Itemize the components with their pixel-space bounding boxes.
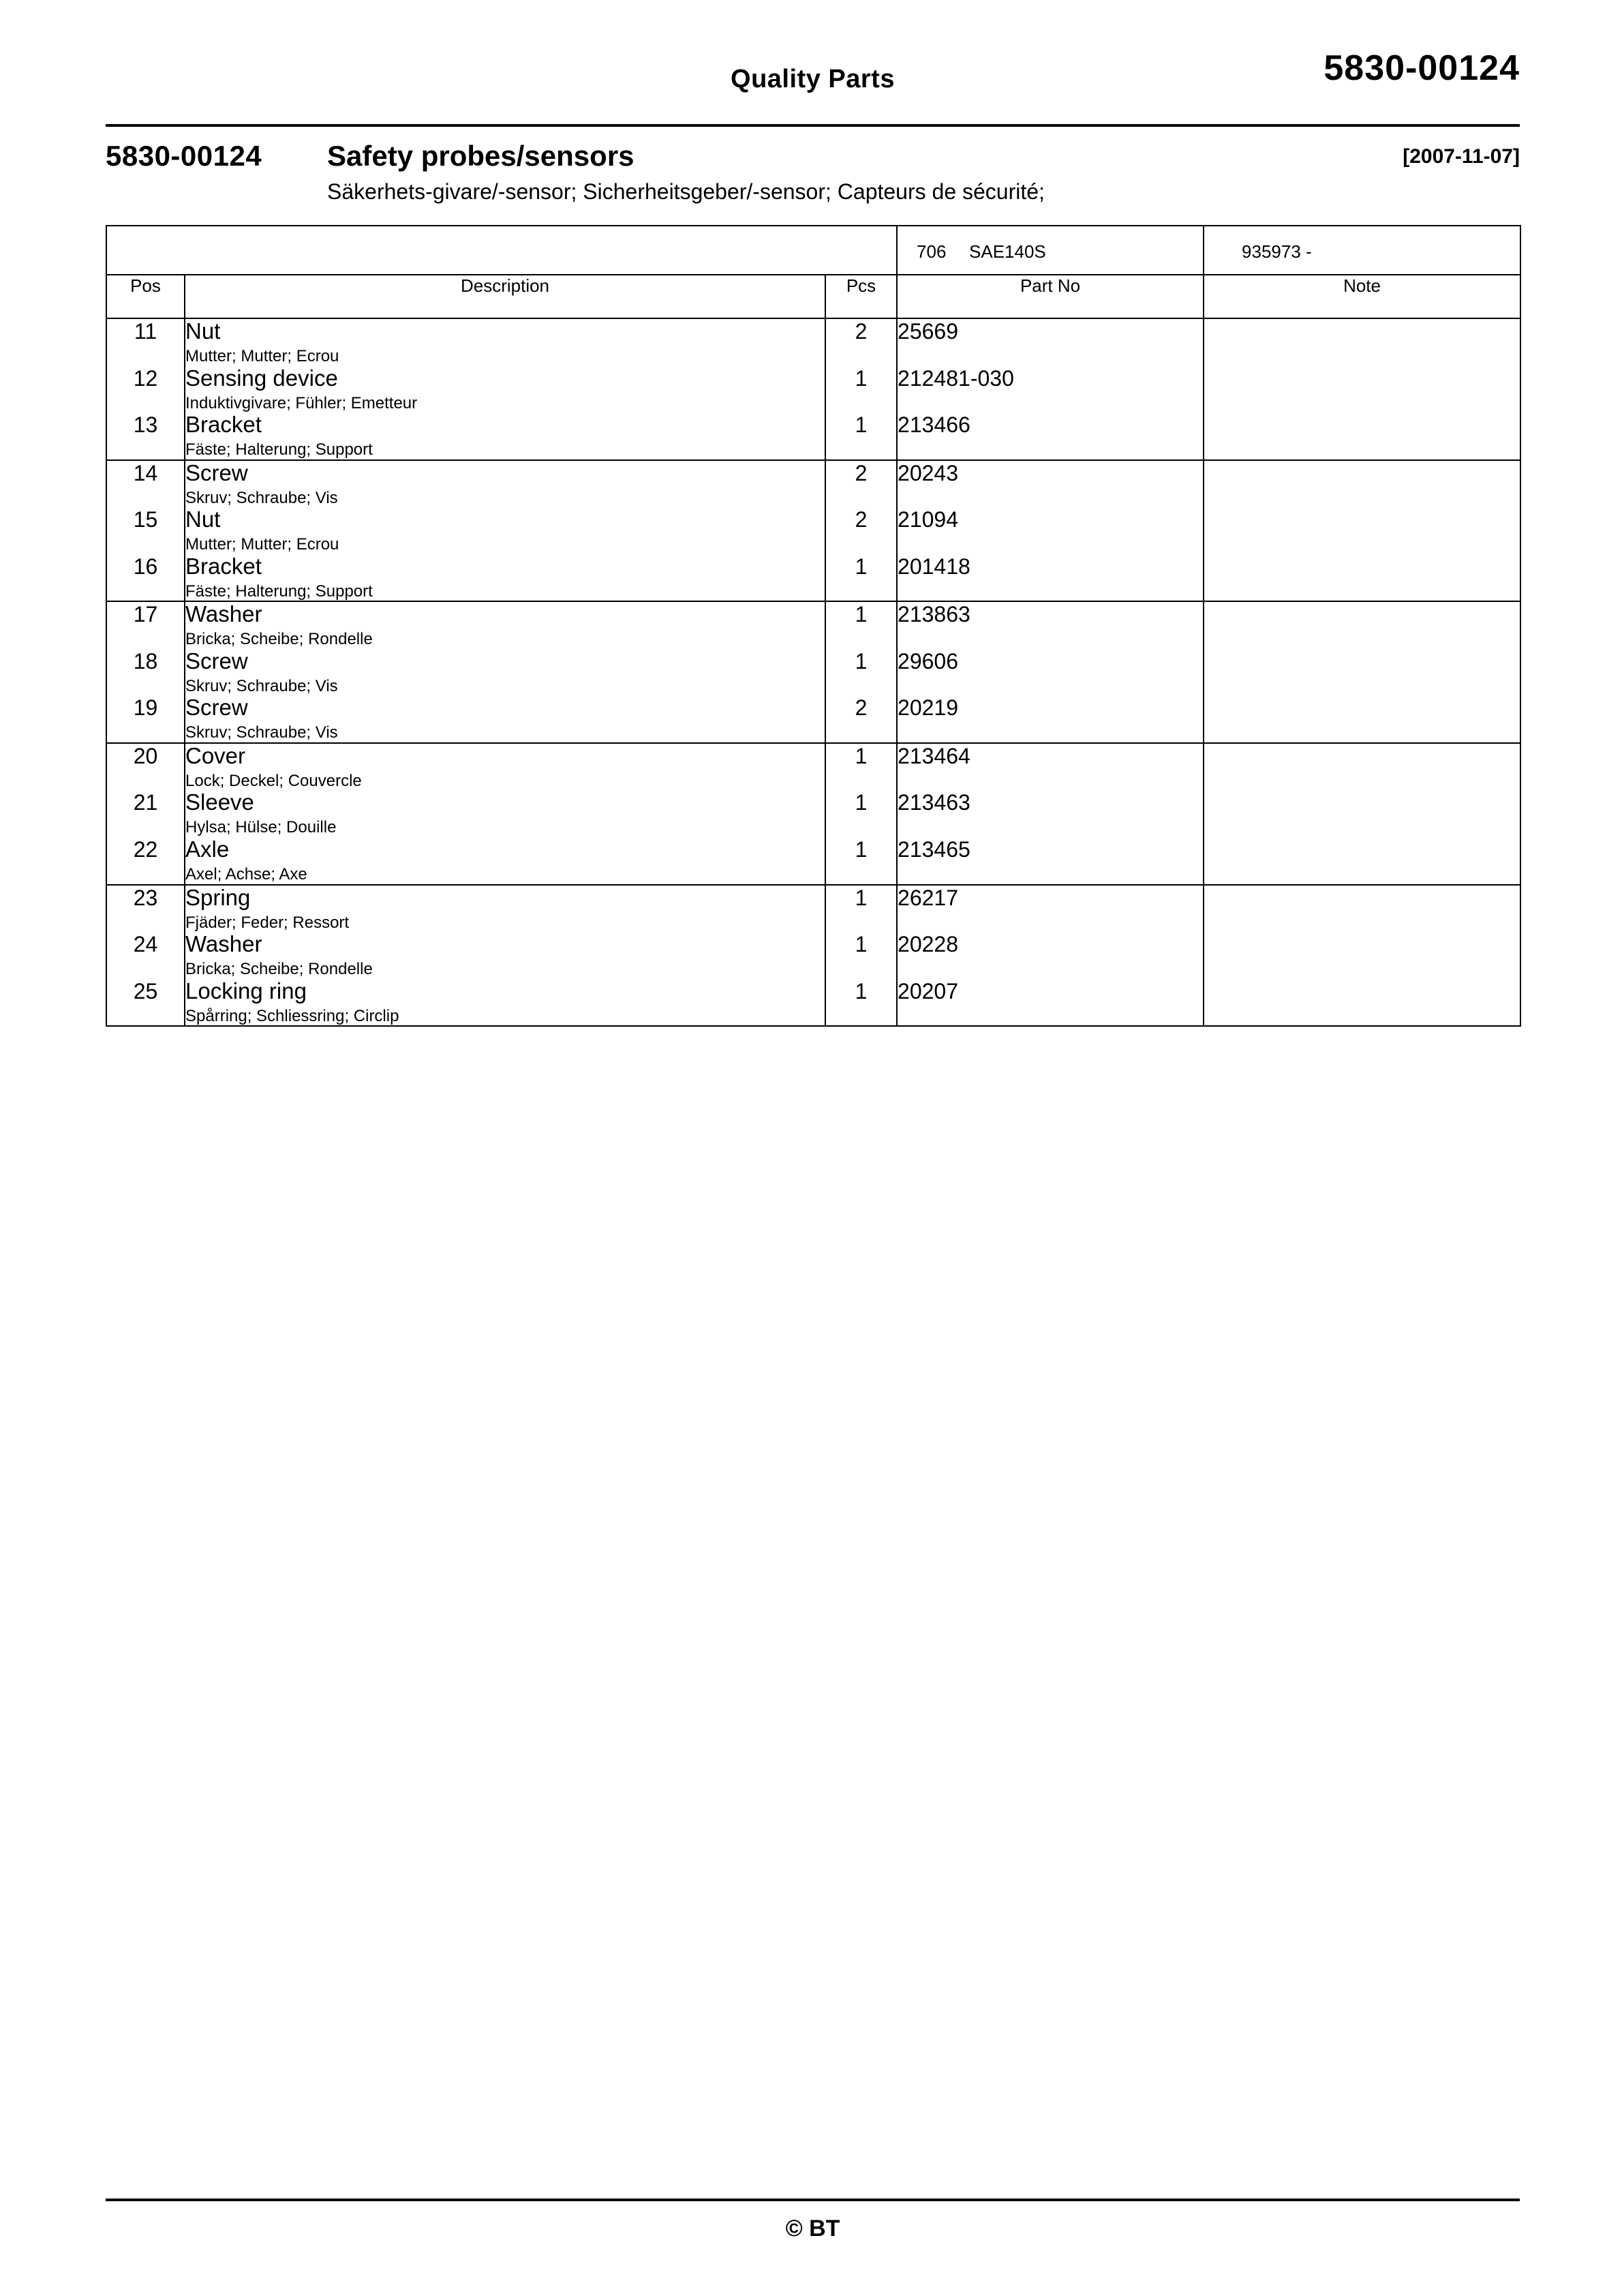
cell-pos: 13 xyxy=(106,412,185,460)
footer-copyright: © BT xyxy=(785,2216,840,2241)
header-title: Quality Parts xyxy=(731,65,895,93)
cell-description xyxy=(185,649,825,696)
table-row xyxy=(106,695,1520,743)
description-name: Bracket xyxy=(185,553,262,579)
cell-note xyxy=(1204,837,1520,885)
parts-table xyxy=(106,225,1521,1027)
cell-pos: 17 xyxy=(106,601,185,649)
description-translations: Lock; Deckel; Couvercle xyxy=(185,771,362,790)
cell-note xyxy=(1204,932,1520,979)
parts-table-container xyxy=(106,225,1520,1027)
cell-pos: 19 xyxy=(106,695,185,743)
cell-description xyxy=(185,412,825,460)
cell-pcs: 1 xyxy=(825,554,897,602)
section-id: 5830-00124 xyxy=(106,140,262,172)
cell-pcs: 2 xyxy=(825,507,897,554)
cell-description xyxy=(185,366,825,413)
description-translations: Mutter; Mutter; Ecrou xyxy=(185,535,339,554)
header-document-code: 5830-00124 xyxy=(1323,48,1520,88)
cell-pos: 21 xyxy=(106,790,185,837)
cell-note xyxy=(1204,601,1520,649)
cell-pcs: 1 xyxy=(825,979,897,1027)
description-translations: Hylsa; Hülse; Douille xyxy=(185,818,337,837)
cell-part-no: 25669 xyxy=(897,318,1204,366)
description-name: Sleeve xyxy=(185,789,254,815)
cell-note xyxy=(1204,460,1520,508)
description-name: Screw xyxy=(185,459,248,485)
cell-pcs: 1 xyxy=(825,366,897,413)
cell-note xyxy=(1204,979,1520,1027)
cell-description xyxy=(185,932,825,979)
column-header-part-no: Part No xyxy=(897,275,1204,318)
cell-part-no: 20207 xyxy=(897,979,1204,1027)
table-row xyxy=(106,412,1520,460)
description-name: Nut xyxy=(185,318,221,344)
table-row xyxy=(106,885,1520,933)
description-name: Bracket xyxy=(185,412,262,438)
cell-pcs: 1 xyxy=(825,649,897,696)
cell-pos: 24 xyxy=(106,932,185,979)
cell-description xyxy=(185,507,825,554)
cell-pcs: 2 xyxy=(825,460,897,508)
description-name: Screw xyxy=(185,648,248,674)
description-name: Spring xyxy=(185,884,251,910)
cell-note xyxy=(1204,790,1520,837)
variant-band-row xyxy=(106,226,1520,275)
cell-part-no: 20243 xyxy=(897,460,1204,508)
cell-description xyxy=(185,837,825,885)
description-translations: Induktivgivare; Fühler; Emetteur xyxy=(185,393,418,412)
description-name: Washer xyxy=(185,931,262,957)
table-row xyxy=(106,649,1520,696)
cell-note xyxy=(1204,649,1520,696)
table-row xyxy=(106,790,1520,837)
description-name: Cover xyxy=(185,742,246,768)
cell-description xyxy=(185,743,825,791)
variant-model-number: 706 xyxy=(917,241,947,262)
cell-pcs: 1 xyxy=(825,412,897,460)
cell-pcs: 2 xyxy=(825,695,897,743)
cell-pcs: 1 xyxy=(825,932,897,979)
table-row xyxy=(106,554,1520,602)
column-header-pos: Pos xyxy=(106,275,185,318)
cell-description xyxy=(185,885,825,933)
cell-description xyxy=(185,554,825,602)
description-name: Washer xyxy=(185,601,262,627)
description-name: Sensing device xyxy=(185,365,338,391)
variant-serial-range: 935973 - xyxy=(1242,241,1312,262)
cell-note xyxy=(1204,412,1520,460)
description-translations: Skruv; Schraube; Vis xyxy=(185,723,338,742)
table-header-row xyxy=(106,275,1520,318)
cell-pcs: 1 xyxy=(825,885,897,933)
table-row xyxy=(106,507,1520,554)
table-row xyxy=(106,979,1520,1027)
description-translations: Bricka; Scheibe; Rondelle xyxy=(185,960,373,979)
cell-pos: 22 xyxy=(106,837,185,885)
cell-description xyxy=(185,695,825,743)
cell-part-no: 21094 xyxy=(897,507,1204,554)
variant-serial-cell xyxy=(1204,226,1520,275)
cell-part-no: 213466 xyxy=(897,412,1204,460)
cell-note xyxy=(1204,554,1520,602)
variant-band-spacer xyxy=(106,226,897,275)
cell-pos: 25 xyxy=(106,979,185,1027)
cell-part-no: 213463 xyxy=(897,790,1204,837)
column-header-pcs: Pcs xyxy=(825,275,897,318)
description-name: Axle xyxy=(185,836,230,862)
cell-part-no: 213465 xyxy=(897,837,1204,885)
variant-model-cell xyxy=(897,226,1204,275)
cell-part-no: 212481-030 xyxy=(897,366,1204,413)
table-row xyxy=(106,743,1520,791)
description-translations: Skruv; Schraube; Vis xyxy=(185,676,338,695)
description-name: Locking ring xyxy=(185,978,307,1003)
description-name: Screw xyxy=(185,695,248,721)
description-translations: Skruv; Schraube; Vis xyxy=(185,488,338,507)
cell-description xyxy=(185,601,825,649)
cell-description xyxy=(185,318,825,366)
page-title: Safety probes/sensors xyxy=(327,140,634,172)
description-translations: Bricka; Scheibe; Rondelle xyxy=(185,630,373,649)
cell-pos: 18 xyxy=(106,649,185,696)
description-translations: Fjäder; Feder; Ressort xyxy=(185,913,350,932)
cell-pcs: 1 xyxy=(825,837,897,885)
cell-description xyxy=(185,979,825,1027)
cell-part-no: 26217 xyxy=(897,885,1204,933)
column-header-note: Note xyxy=(1204,275,1520,318)
cell-note xyxy=(1204,507,1520,554)
description-translations: Fäste; Halterung; Support xyxy=(185,581,373,601)
header-divider xyxy=(106,124,1520,127)
cell-part-no: 213863 xyxy=(897,601,1204,649)
cell-pcs: 1 xyxy=(825,743,897,791)
cell-description xyxy=(185,790,825,837)
description-translations: Mutter; Mutter; Ecrou xyxy=(185,346,339,365)
cell-pos: 20 xyxy=(106,743,185,791)
cell-note xyxy=(1204,366,1520,413)
cell-part-no: 20228 xyxy=(897,932,1204,979)
cell-pos: 11 xyxy=(106,318,185,366)
cell-pcs: 1 xyxy=(825,790,897,837)
table-row xyxy=(106,932,1520,979)
cell-note xyxy=(1204,743,1520,791)
description-translations: Axel; Achse; Axe xyxy=(185,864,307,883)
cell-part-no: 29606 xyxy=(897,649,1204,696)
table-row xyxy=(106,318,1520,366)
column-header-description: Description xyxy=(185,275,825,318)
table-row xyxy=(106,460,1520,508)
cell-pos: 12 xyxy=(106,366,185,413)
cell-pos: 14 xyxy=(106,460,185,508)
cell-pos: 23 xyxy=(106,885,185,933)
cell-note xyxy=(1204,695,1520,743)
footer-divider xyxy=(106,2199,1520,2201)
cell-pcs: 1 xyxy=(825,601,897,649)
cell-pos: 15 xyxy=(106,507,185,554)
cell-note xyxy=(1204,885,1520,933)
cell-pcs: 2 xyxy=(825,318,897,366)
cell-part-no: 213464 xyxy=(897,743,1204,791)
description-translations: Spårring; Schliessring; Circlip xyxy=(185,1006,399,1025)
cell-description xyxy=(185,460,825,508)
cell-pos: 16 xyxy=(106,554,185,602)
cell-part-no: 20219 xyxy=(897,695,1204,743)
table-row xyxy=(106,366,1520,413)
table-row xyxy=(106,837,1520,885)
page-header xyxy=(106,48,1520,119)
description-translations: Fäste; Halterung; Support xyxy=(185,440,373,459)
description-name: Nut xyxy=(185,507,221,532)
variant-model-name: SAE140S xyxy=(969,241,1046,262)
revision-date: [2007-11-07] xyxy=(1403,145,1520,168)
table-row xyxy=(106,601,1520,649)
page-subtitle: Säkerhets-givare/-sensor; Sicherheitsgeber/-sensor; Capteurs de sécurité; xyxy=(327,179,1045,204)
cell-note xyxy=(1204,318,1520,366)
cell-part-no: 201418 xyxy=(897,554,1204,602)
